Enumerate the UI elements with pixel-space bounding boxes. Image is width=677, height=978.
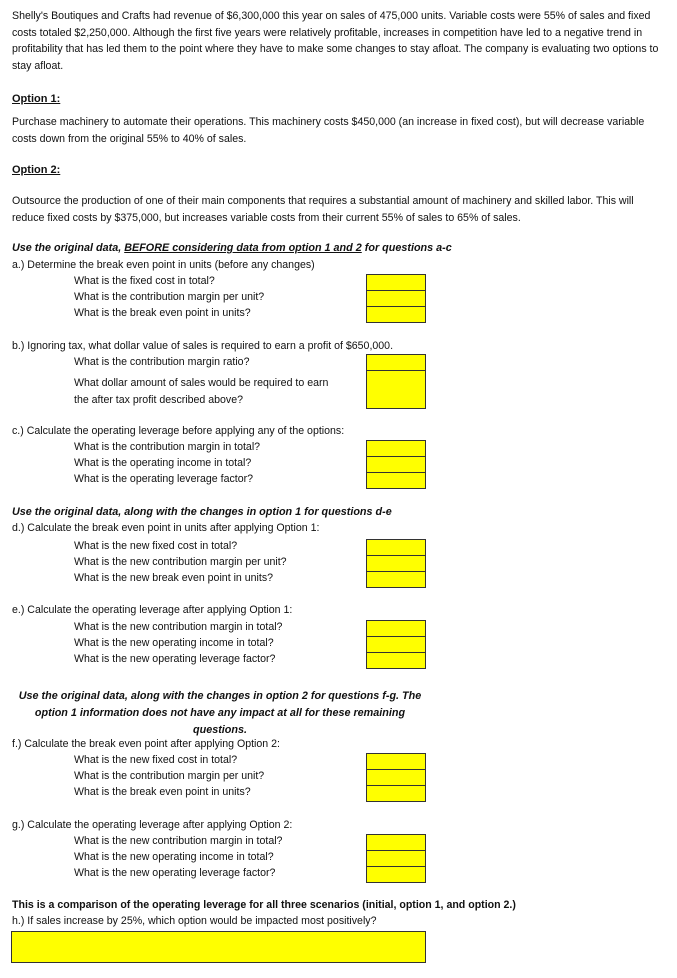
section-ac-heading bbox=[12, 242, 452, 254]
question-g-item: What is the new operating income in total? bbox=[74, 851, 274, 863]
option1-heading: Option 1: bbox=[12, 93, 61, 105]
question-c-title: c.) Calculate the operating leverage before applying any of the options: bbox=[12, 425, 345, 437]
question-a-title: a.) Determine the break even point in units (before any changes) bbox=[12, 259, 315, 271]
section-ac-emphasis: BEFORE considering data from option 1 and 2 bbox=[124, 242, 362, 254]
question-b-item: What dollar amount of sales would be required to earn bbox=[74, 377, 329, 389]
question-a-item: What is the contribution margin per unit? bbox=[74, 291, 265, 303]
answer-box-a[interactable] bbox=[366, 274, 426, 323]
question-e-title: e.) Calculate the operating leverage after applying Option 1: bbox=[12, 604, 293, 616]
answer-box-c[interactable] bbox=[366, 440, 426, 489]
section-fg-line: Use the original data, along with the changes in option 2 for questions f-g. The bbox=[18, 690, 422, 702]
question-g-item: What is the new operating leverage factor? bbox=[74, 867, 276, 879]
question-c-item: What is the operating leverage factor? bbox=[74, 473, 254, 485]
question-a-item: What is the break even point in units? bbox=[74, 307, 251, 319]
section-ac-prefix: Use the original data, bbox=[12, 242, 125, 254]
question-h-title: h.) If sales increase by 25%, which option would be impacted most positively? bbox=[12, 915, 377, 927]
option2-heading: Option 2: bbox=[12, 164, 61, 176]
question-d-item: What is the new contribution margin per unit? bbox=[74, 556, 287, 568]
option2-text: Outsource the production of one of their main components that requires a substantial amount of machinery and skilled labor. This will reduce fixed costs by $375,000, but increases variable costs from their current 55% of sales to 65% of sales. bbox=[12, 195, 634, 224]
question-f-item: What is the contribution margin per unit? bbox=[74, 770, 265, 782]
answer-box-e[interactable] bbox=[366, 620, 426, 669]
question-f-item: What is the break even point in units? bbox=[74, 786, 251, 798]
question-a-item: What is the fixed cost in total? bbox=[74, 275, 215, 287]
section-fg-line: questions. bbox=[193, 724, 247, 736]
question-e-item: What is the new contribution margin in total? bbox=[74, 621, 283, 633]
answer-box-h[interactable] bbox=[11, 931, 426, 963]
question-e-item: What is the new operating income in total? bbox=[74, 637, 274, 649]
intro-paragraph: Shelly's Boutiques and Crafts had revenue of $6,300,000 this year on sales of 475,000 units. Variable costs were 55% of sales and fixed costs totaled $2,250,000. Although the first five years were relatively profitable, increases in competition have led to a negative trend in profitability that has led them to the point where they have to make some changes to stay afloat. The company is evaluating two options to stay afloat. bbox=[12, 10, 659, 72]
question-b-title: b.) Ignoring tax, what dollar value of sales is required to earn a profit of $650,000. bbox=[12, 340, 394, 352]
question-f-title: f.) Calculate the break even point after applying Option 2: bbox=[12, 738, 280, 750]
question-g-item: What is the new contribution margin in total? bbox=[74, 835, 283, 847]
question-d-item: What is the new break even point in units? bbox=[74, 572, 274, 584]
answer-box-d[interactable] bbox=[366, 539, 426, 588]
section-ac-suffix: for questions a-c bbox=[361, 242, 452, 254]
answer-box-g[interactable] bbox=[366, 834, 426, 883]
answer-box-b[interactable] bbox=[366, 354, 426, 409]
option1-text: Purchase machinery to automate their operations. This machinery costs $450,000 (an increase in fixed cost), but will decrease variable costs down from the original 55% to 40% of sales. bbox=[12, 116, 645, 145]
comparison-heading: This is a comparison of the operating leverage for all three scenarios (initial, option 1, and option 2.) bbox=[12, 899, 516, 911]
section-de-heading: Use the original data, along with the changes in option 1 for questions d-e bbox=[12, 506, 392, 518]
question-g-title: g.) Calculate the operating leverage after applying Option 2: bbox=[12, 819, 293, 831]
answer-box-f[interactable] bbox=[366, 753, 426, 802]
section-fg-heading bbox=[12, 688, 428, 739]
question-b-item: the after tax profit described above? bbox=[74, 394, 244, 406]
question-f-item: What is the new fixed cost in total? bbox=[74, 754, 238, 766]
question-d-item: What is the new fixed cost in total? bbox=[74, 540, 238, 552]
question-b-item: What is the contribution margin ratio? bbox=[74, 356, 250, 368]
question-c-item: What is the operating income in total? bbox=[74, 457, 252, 469]
question-e-item: What is the new operating leverage factor? bbox=[74, 653, 276, 665]
question-d-title: d.) Calculate the break even point in units after applying Option 1: bbox=[12, 522, 320, 534]
section-fg-line: option 1 information does not have any impact at all for these remaining bbox=[34, 707, 406, 719]
question-c-item: What is the contribution margin in total? bbox=[74, 441, 261, 453]
